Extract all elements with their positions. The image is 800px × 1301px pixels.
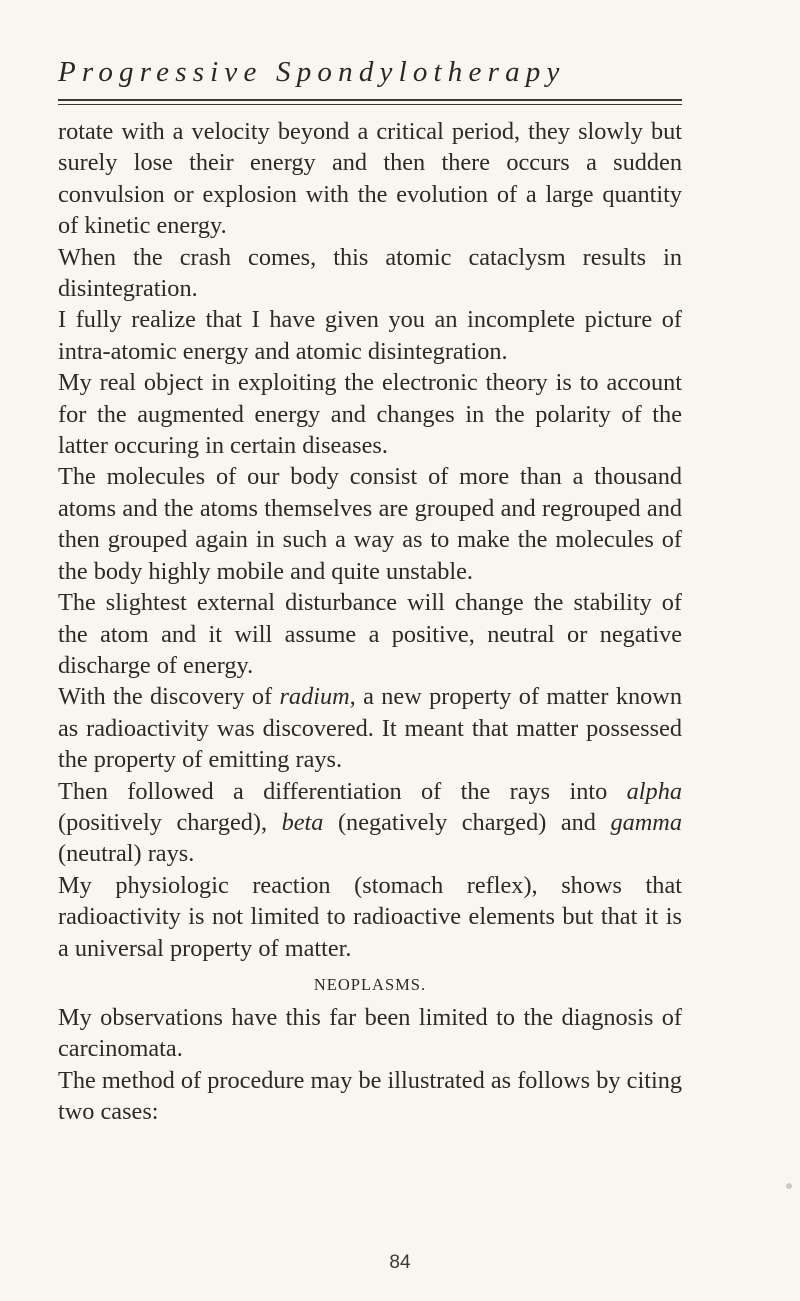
italic-term-beta: beta xyxy=(281,808,324,836)
text-run: (positively charged), xyxy=(58,808,282,836)
running-header xyxy=(58,56,698,96)
text-run: With the discovery of xyxy=(58,683,280,711)
text-run: Then followed a differentiation of the rays into xyxy=(58,777,627,805)
page-body xyxy=(58,116,682,1128)
paragraph: When the crash comes, this atomic cataclysm results in disintegration. xyxy=(58,243,682,303)
section-heading: NEOPLASMS. xyxy=(313,974,427,994)
italic-term-gamma: gamma xyxy=(610,808,682,836)
paragraph-rays xyxy=(58,776,682,870)
text-run: (negatively charged) and xyxy=(323,808,611,836)
paragraph: The method of procedure may be illustrated as follows by citing two cases: xyxy=(58,1066,682,1126)
text-run: a new property of matter known as radioactivity was discovered. It meant that matter possessed the property of emitting rays. xyxy=(58,683,682,774)
text-run: (neutral) rays. xyxy=(58,840,195,868)
italic-term-radium: radium, xyxy=(279,683,356,711)
paragraph: rotate with a velocity beyond a critical period, they slowly but surely lose their energy and then there occurs a sudden convulsion or explosion with the evolution of a large quantity of kinetic energy. xyxy=(58,118,682,240)
paragraph: My real object in exploiting the electronic theory is to account for the augmented energy and changes in the polarity of the latter occuring in certain diseases. xyxy=(58,369,682,460)
paragraph-radium xyxy=(58,681,682,775)
header-rule-thin xyxy=(58,104,682,105)
paragraph: The molecules of our body consist of more than a thousand atoms and the atoms themselves are grouped and regrouped and then grouped again in such a way as to make the molecules of the body highly mobile and quite unstable. xyxy=(58,463,682,585)
page-number: 84 xyxy=(389,1252,411,1273)
paragraph: I fully realize that I have given you an incomplete picture of intra-atomic energy and atomic disintegration. xyxy=(58,306,682,365)
paragraph: My observations have this far been limited to the diagnosis of carcinomata. xyxy=(58,1003,682,1063)
paragraph: The slightest external disturbance will change the stability of the atom and it will assume a positive, neutral or negative discharge of energy. xyxy=(58,589,682,679)
header-rule-thick xyxy=(58,99,682,101)
italic-term-alpha: alpha xyxy=(626,777,682,805)
paper-speck xyxy=(786,1183,792,1189)
paragraph: My physiologic reaction (stomach reflex), shows that radioactivity is not limited to radioactive elements but that it is a universal property of matter. xyxy=(58,871,682,962)
running-title: Progressive Spondylotherapy xyxy=(58,56,566,88)
